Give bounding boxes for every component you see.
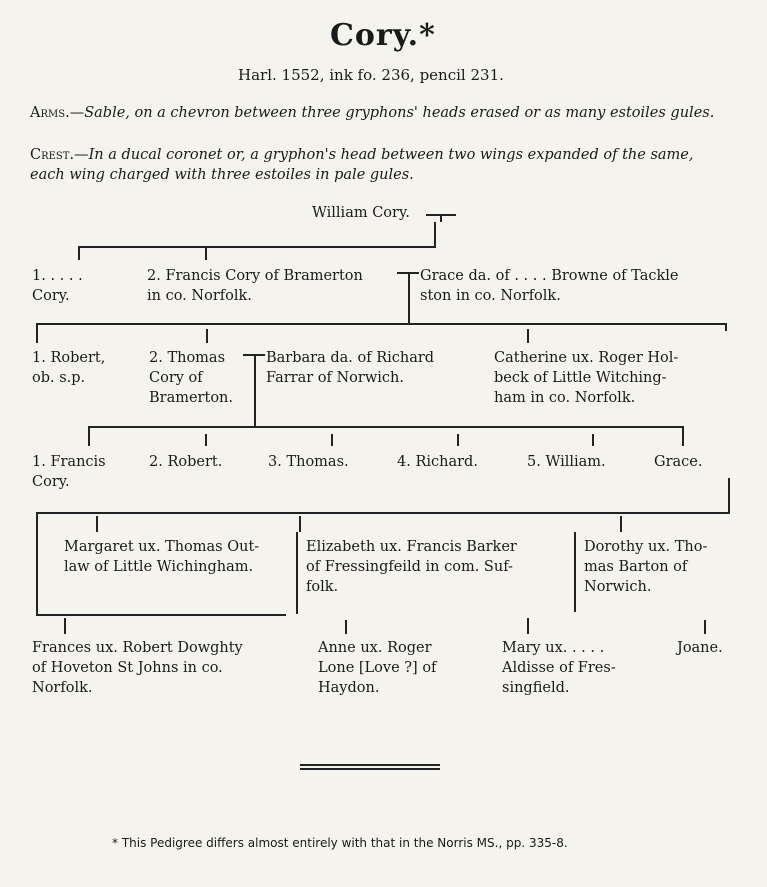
page-title: Cory.* [330, 18, 436, 53]
person-thomas-cory: 2. Thomas [149, 350, 226, 366]
child-tick [704, 620, 706, 634]
marriage-descent-line [254, 354, 256, 426]
child-tick [36, 323, 38, 343]
person-first-son-name: Cory. [32, 288, 70, 304]
person-grace-jr: Grace. [654, 454, 703, 470]
person-mary-cont: Aldisse of Fres- [502, 660, 616, 676]
sibling-line-gen3 [88, 426, 684, 428]
person-frances-cont: of Hoveton St Johns in co. [32, 660, 223, 676]
closing-rule [300, 768, 440, 770]
child-tick [96, 516, 98, 532]
person-joane: Joane. [677, 640, 723, 656]
sibling-line-daughters-left [36, 512, 38, 616]
child-tick [88, 426, 90, 446]
person-frances: Frances ux. Robert Dowghty [32, 640, 243, 656]
child-tick [725, 323, 727, 331]
person-catherine-cont: beck of Little Witching- [494, 370, 667, 386]
child-tick [527, 618, 529, 634]
person-thomas-jr: 3. Thomas. [268, 454, 349, 470]
child-tick [682, 426, 684, 446]
child-tick [299, 516, 301, 532]
column-divider [296, 532, 298, 614]
person-margaret-cont: law of Little Wichingham. [64, 559, 254, 575]
arms-label: Arms.— [30, 105, 85, 121]
child-tick [64, 618, 66, 634]
person-grace-browne: Grace da. of . . . . Browne of Tackle [420, 268, 679, 284]
person-elizabeth: Elizabeth ux. Francis Barker [306, 539, 517, 555]
person-elizabeth-cont2: folk. [306, 579, 339, 595]
child-tick [457, 434, 459, 446]
marriage-mark-stem [440, 214, 442, 222]
crest-text: In a ducal coronet or, a gryphon's head between two wings expanded of the same, each wing charged with three estoiles in pale gules. [30, 147, 694, 183]
person-anne-cont: Lone [Love ?] of [318, 660, 437, 676]
arms-text: Sable, on a chevron between three gryphons' heads erased or as many estoiles gules. [84, 105, 715, 121]
person-francis-cory: 2. Francis Cory of Bramerton [147, 268, 363, 284]
person-grace-browne-cont: ston in co. Norfolk. [420, 288, 561, 304]
crest-label: Crest.— [30, 147, 89, 163]
person-dorothy-cont2: Norwich. [584, 579, 652, 595]
column-divider [574, 532, 576, 612]
footnote: * This Pedigree differs almost entirely with that in the Norris MS., pp. 335-8. [112, 836, 568, 850]
person-robert-jr: 2. Robert. [149, 454, 223, 470]
person-margaret: Margaret ux. Thomas Out- [64, 539, 260, 555]
sibling-line-gen2 [36, 323, 726, 325]
child-tick [592, 434, 594, 446]
person-mary-cont2: singfield. [502, 680, 570, 696]
person-william-cory: William Cory. [312, 205, 410, 221]
child-tick [331, 434, 333, 446]
person-mary: Mary ux. . . . . [502, 640, 605, 656]
person-elizabeth-cont: of Fressingfeild in com. Suf- [306, 559, 513, 575]
person-first-son-num: 1. . . . . [32, 268, 83, 284]
person-barbara-farrar-cont: Farrar of Norwich. [266, 370, 404, 386]
person-robert: 1. Robert, [32, 350, 106, 366]
source-reference: Harl. 1552, ink fo. 236, pencil 231. [238, 66, 504, 84]
person-dorothy: Dorothy ux. Tho- [584, 539, 708, 555]
person-richard: 4. Richard. [397, 454, 478, 470]
person-william-jr: 5. William. [527, 454, 606, 470]
arms-blazon [30, 103, 730, 123]
person-barbara-farrar: Barbara da. of Richard [266, 350, 435, 366]
person-francis-jr-cont: Cory. [32, 474, 70, 490]
person-catherine: Catherine ux. Roger Hol- [494, 350, 679, 366]
person-francis-jr: 1. Francis [32, 454, 106, 470]
sibling-line-gen1 [78, 246, 436, 248]
descent-line [434, 222, 436, 247]
descent-line [728, 478, 730, 512]
child-tick [620, 516, 622, 532]
child-tick [206, 329, 208, 343]
person-anne-cont2: Haydon. [318, 680, 380, 696]
child-tick [345, 620, 347, 634]
person-robert-cont: ob. s.p. [32, 370, 86, 386]
closing-rule [300, 764, 440, 766]
child-tick [205, 246, 207, 260]
sibling-line-daughters [36, 512, 730, 514]
person-thomas-cory-cont: Cory of [149, 370, 203, 386]
person-francis-cory-cont: in co. Norfolk. [147, 288, 252, 304]
person-frances-cont2: Norfolk. [32, 680, 93, 696]
child-tick [78, 246, 80, 260]
person-thomas-cory-cont2: Bramerton. [149, 390, 233, 406]
marriage-descent-line [408, 272, 410, 324]
sibling-line-daughters-b [36, 614, 286, 616]
child-tick [205, 434, 207, 446]
person-catherine-cont2: ham in co. Norfolk. [494, 390, 636, 406]
child-tick [527, 329, 529, 343]
person-anne: Anne ux. Roger [318, 640, 432, 656]
crest-blazon [30, 145, 730, 185]
person-dorothy-cont: mas Barton of [584, 559, 688, 575]
